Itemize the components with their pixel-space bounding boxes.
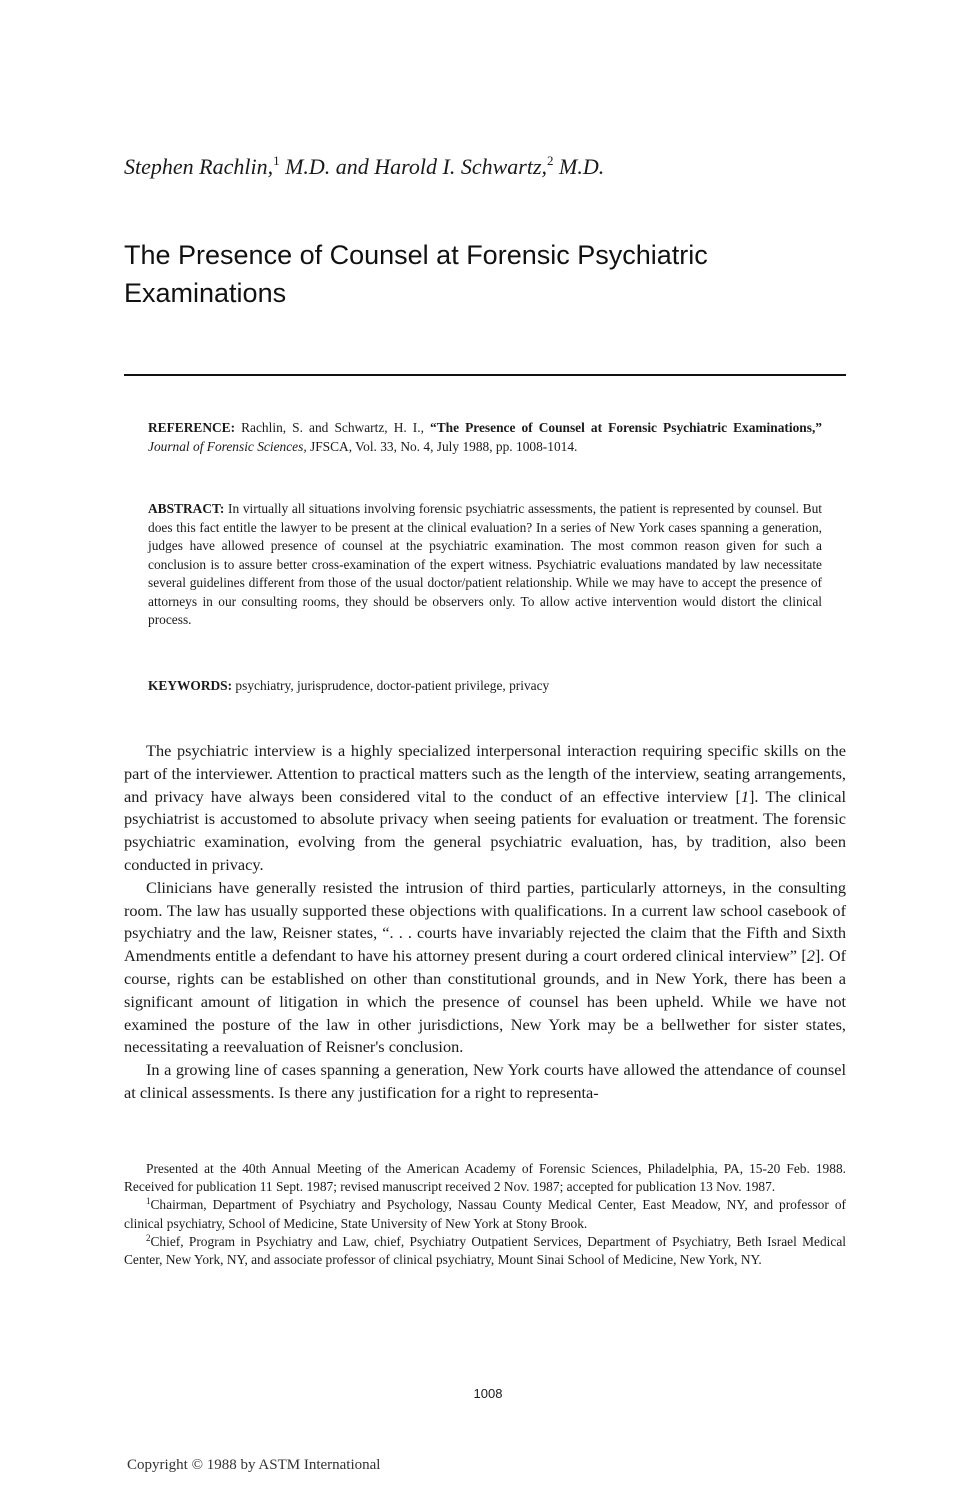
author-2-footnote-mark: 2 — [547, 153, 554, 168]
author-line — [124, 152, 844, 182]
author-2-degree: M.D. — [553, 154, 605, 179]
footnote-presented: Presented at the 40th Annual Meeting of the American Academy of Forensic Sciences, Philadelphia, PA, 15-20 Feb. 1988. Received for publication 11 Sept. 1987; revised manuscript received 2 Nov. 1987; accepted for publication 13 Nov. 1987. — [124, 1161, 846, 1195]
footnotes — [124, 1160, 846, 1269]
reference-block — [148, 419, 822, 456]
footnote-2-text: Chief, Program in Psychiatry and Law, chief, Psychiatry Outpatient Services, Department of Psychiatry, Beth Israel Medical Center, New York, NY, and associate professor of clinical psychiatry, Mount Sinai School of Medicine, New York, NY. — [124, 1233, 846, 1268]
paragraph-2-text-b: ]. Of course, rights can be established on other than constitutional grounds, and in New York, there has been a significant amount of litigation in which the presence of counsel has been upheld. While we have not examined the posture of the law in other jurisdictions, New York may be a bellwether for sister states, necessitating a reevaluation of Reisner's conclusion. — [124, 946, 847, 1057]
paragraph-1-text-b: ]. The clinical psychiatrist is accustomed to absolute privacy when seeing patients for evaluation or treatment. The forensic psychiatric examination, evolving from the general psychiatric evaluation, has, by tradition, also been conducted in privacy. — [124, 786, 846, 874]
footnote-1-mark: 1 — [146, 1196, 151, 1207]
page-number: 1008 — [473, 1386, 503, 1401]
keywords-block — [148, 677, 822, 696]
reference-journal: Journal of Forensic Sciences, — [148, 438, 307, 454]
author-1-name: Stephen Rachlin, — [124, 154, 274, 179]
paragraph-1-text-a: The psychiatric interview is a highly specialized interpersonal interaction requiring specific skills on the part of the interviewer. Attention to practical matters such as the length of the interview, seating arrangements, and privacy have always been considered vital to the conduct of an effective interview [ — [124, 741, 846, 806]
abstract-text: In virtually all situations involving forensic psychiatric assessments, the patient is represented by counsel. But does this fact entitle the lawyer to be present at the clinical evaluation? In a series of New York cases spanning a generation, judges have allowed presence of counsel at the psychiatric examination. The most common reason given for such a conclusion is to assure better cross-examination of the expert witness. Psychiatric evaluations mandated by law necessitate several guidelines different from those of the usual doctor/patient relationship. While we may have to accept the presence of attorneys in our consulting rooms, they should be observers only. To allow active intervention would distort the clinical process. — [148, 501, 822, 627]
paragraph-2-text-a: Clinicians have generally resisted the intrusion of third parties, particularly attorneys, in the consulting room. The law has usually supported these objections with qualifications. In a current law school casebook of psychiatry and the law, Reisner states, “. . . courts have invariably rejected the claim that the Fifth and Sixth Amendments entitle a defendant to have his attorney present during a court ordered clinical interview” [ — [124, 877, 846, 966]
body-text — [124, 740, 846, 1105]
abstract-block — [148, 500, 822, 630]
body-paragraph-2 — [124, 877, 846, 1059]
article-title: The Presence of Counsel at Forensic Psychiatric Examinations — [124, 240, 708, 308]
abstract-label: ABSTRACT: — [148, 501, 225, 516]
footnote-2 — [124, 1233, 846, 1269]
reference-authors: Rachlin, S. and Schwartz, H. I., — [235, 420, 431, 435]
body-paragraph-3: In a growing line of cases spanning a generation, New York courts have allowed the attendance of counsel at clinical assessments. Is there any justification for a right to representa- — [124, 1060, 846, 1102]
reference-article-title: “The Presence of Counsel at Forensic Psychiatric Examinations,” — [430, 420, 822, 435]
copyright-notice: Copyright © 1988 by ASTM International — [127, 1457, 381, 1473]
reference-citation: JFSCA, Vol. 33, No. 4, July 1988, pp. 1008-1014. — [306, 438, 578, 454]
citation-ref-2: 2 — [806, 946, 815, 966]
footnote-1-text: Chairman, Department of Psychiatry and Psychology, Nassau County Medical Center, East Meadow, NY, and professor of clinical psychiatry, School of Medicine, State University of New York at Stony Brook. — [124, 1197, 846, 1231]
keywords-label: KEYWORDS: — [148, 678, 233, 693]
author-connector: M.D. and Harold I. Schwartz, — [279, 154, 548, 179]
title-rule — [124, 374, 846, 376]
footnote-2-mark: 2 — [146, 1232, 151, 1243]
citation-ref-1: 1 — [740, 786, 750, 806]
author-1-footnote-mark: 1 — [273, 153, 280, 168]
body-paragraph-1 — [124, 740, 846, 877]
reference-label: REFERENCE: — [148, 420, 236, 435]
keywords-text: psychiatry, jurisprudence, doctor-patient privilege, privacy — [232, 678, 550, 693]
footnote-1 — [124, 1196, 846, 1232]
